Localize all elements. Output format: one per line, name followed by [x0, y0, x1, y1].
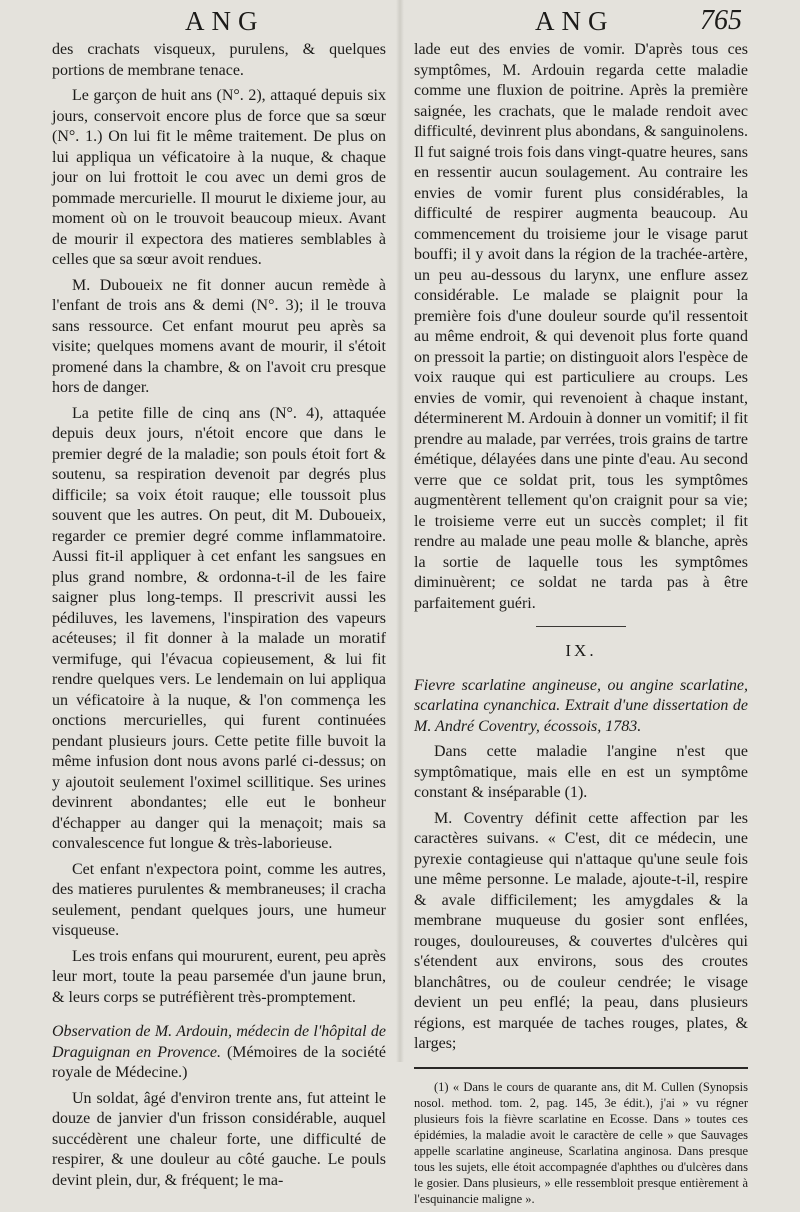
left-column: [52, 40, 386, 1196]
page-gutter: [396, 0, 404, 1062]
paragraph: M. Coventry définit cette affection par les caractères suivans. « C'est, dit ce médecin, une pyrexie contagieuse qui n'attaque qu'une seule fois une même personne. Le malade, ajoute-t-il, respire & avale difficilement; les amygdales & la membrane muqueuse du gosier sont enflées, rouges, douloureuses, & couvertes d'ulcères qui s'étendent aux environs, sous des croutes blanchâtres, ou de couleur cendrée; le visage devient un peu enflé; la peau, dans plusieurs régions, est marquée de taches rouges, plates, & larges;: [414, 809, 748, 1052]
observation-title: Observation de M. Ardouin, médecin de l'hôpital de Draguignan en Provence.: [52, 1023, 386, 1061]
footnote: (1) « Dans le cours de quarante ans, dit M. Cullen (Synopsis nosol. method. tom. 2, pag. 145, 3e édit.), j'ai » vu régner plusieurs fois la fièvre scarlatine en Ecosse. Dans » toutes ces épidémies, la maladie avoit le caractère de celle » que Sauvages appelle scarlatine angineuse, Scarlatina anginosa. Dans presque tous les sujets, elle étoit accompagnée d'aphthes ou d'ulcères dans le gosier. Dans plusieurs, » elle ressembloit presque entièrement à l'esquinancie maligne ».: [414, 1079, 748, 1206]
section-title: [414, 676, 748, 738]
paragraph: Un soldat, âgé d'environ trente ans, fut atteint le douze de janvier d'un frisson considérable, auquel succédèrent une chaleur forte, une difficulté de respirer, & une douleur au côté gauche. Le pouls devint plein, dur, & fréquent; le ma-: [52, 1089, 386, 1189]
right-column: [414, 40, 748, 1212]
page-number: 765: [700, 5, 742, 36]
header-right-word: ANG: [535, 6, 615, 36]
observation-source: (Mémoires de la société royale de Médecine.): [52, 1043, 386, 1081]
running-header: [0, 4, 800, 38]
paragraph: Les trois enfans qui moururent, eurent, peu après leur mort, toute la peau parsemée d'un jaune brun, & leurs corps se putréfièrent très-promptement.: [52, 947, 386, 1006]
paragraph: Le garçon de huit ans (N°. 2), attaqué depuis six jours, conservoit encore plus de force que sa sœur (N°. 1.) On lui fit le même traitement. De plus on lui appliqua un véficatoire à la nuque, & chaque jour on lui frottoit le cou avec un demi gros de pommade mercurielle. Il mourut le dixieme jour, au moment où on le trouvoit beaucoup mieux. Avant de mourir il expectora des matieres semblables à celles que sa sœur avoit rendues.: [52, 87, 386, 268]
observation-heading: [52, 1022, 386, 1084]
paragraph: La petite fille de cinq ans (N°. 4), attaquée depuis deux jours, n'étoit encore que dans le premier degré de la maladie; son pouls étoit fort & soutenu, sa respiration devenoit par degrés plus difficile; sa voix étoit rauque; elle toussoit plus souvent que les autres. On peut, dit M. Duboueix, regarder ce premier degré comme inflammatoire. Aussi fit-il appliquer à cet enfant les sangsues en plus grand nombre, & ordonna-t-il de les faire saigner plus long-temps. Il prescrivit aussi les pédiluves, les lavemens, l'inspiration des vapeurs acéteuses; il fit donner à la malade un moratif vermifuge, qui l'évacua copieusement, & lui fit rendre quelques vers. Le lendemain on lui appliqua un véficatoire à la nuque, & l'on commença les onctions mercurielles, qui furent continuées pendant plusieurs jours. Cette petite fille buvoit la même infusion dont nous avons parlé ci-dessus; on y ajoutoit seulement l'oximel scillitique. Ses urines devinrent abondantes; elle eut le bonheur d'échapper au danger qui la menaçoit; mais sa convalescence fut longue & très-laborieuse.: [52, 404, 386, 852]
header-left-word: ANG: [185, 6, 265, 36]
footnote-rule: [414, 1067, 748, 1069]
section-number: IX.: [565, 641, 597, 660]
section-title-main: Fievre scarlatine angineuse, ou angine scarlatine, scarlatina cynanchica.: [414, 676, 748, 714]
paragraph: Cet enfant n'expectora point, comme les autres, des matieres purulentes & membraneuses; il cracha seulement, pendant quelques jours, une humeur visqueuse.: [52, 860, 386, 939]
paragraph: des crachats visqueux, purulens, & quelques portions de membrane tenace.: [52, 41, 386, 79]
paragraph: Dans cette maladie l'angine n'est que symptômatique, mais elle en est un symptôme constant & inséparable (1).: [414, 743, 748, 801]
paragraph: M. Duboueix ne fit donner aucun remède à l'enfant de trois ans & demi (N°. 3); il le trouva sans ressource. Cet enfant mourut peu après sa visite; quelques momens avant de mourir, il s'étoit promené dans la chambre, & on l'avoit cru presque hors de danger.: [52, 276, 386, 396]
section-divider: [536, 626, 626, 627]
section-title-extract: Extrait d'une dissertation de M. André Coventry, écossois, 1783.: [414, 697, 749, 735]
paragraph: lade eut des envies de vomir. D'après tous ces symptômes, M. Ardouin regarda cette maladie comme une fluxion de poitrine. Après la première saignée, les crachats, que le malade rendoit avec difficulté, devinrent plus abondans, & sanguinolens. Il fut saigné trois fois dans vingt-quatre heures, sans en ressentir aucun soulagement. Au contraire les envies de vomir furent plus considérables, la difficulté de respirer augmenta beaucoup. Au commencement du troisieme jour le visage parut bouffi; il y avoit dans la région de la trachée-artère, un peu au-dessous du larynx, une enflure assez considérable. Le malade se plaignit pour la première fois d'une douleur sourde qu'il ressentoit au même endroit, & qui devenoit plus forte quand on pressoit la partie; on distinguoit alors l'espèce de voix rauque qui est particuliere au croups. Les envies de vomir, qui revenoient à chaque instant, déterminerent M. Ardouin à donner un vomitif; il fit prendre au malade, par verrées, trois grains de tartre émétique, délayées dans une pinte d'eau. Au second verre que ce soldat prit, tous les symptômes augmentèrent tellement qu'on craignit pour sa vie; le troisieme verre eut un succès complet; il fit rendre au malade une peau molle & blanche, après la sortie de laquelle tous les symptômes diminuèrent; ce soldat ne tarda pas à être parfaitement guéri.: [414, 41, 748, 612]
